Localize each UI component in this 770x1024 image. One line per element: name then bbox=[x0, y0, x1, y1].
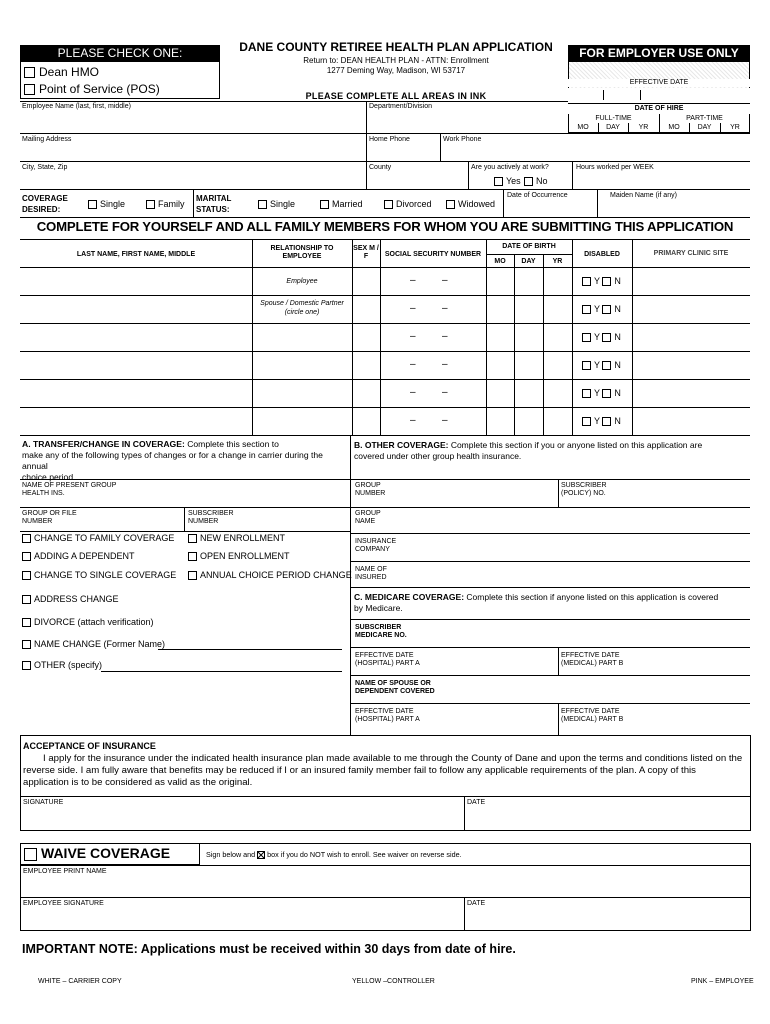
opt-divorce[interactable] bbox=[22, 617, 154, 627]
yes-label: Y bbox=[594, 304, 600, 314]
acceptance-date-field[interactable] bbox=[466, 808, 750, 830]
member-name-field[interactable] bbox=[20, 407, 252, 435]
checkbox[interactable] bbox=[320, 200, 329, 209]
employer-use-header: FOR EMPLOYER USE ONLY bbox=[568, 45, 750, 61]
family-member-row bbox=[20, 379, 750, 407]
checkbox[interactable] bbox=[22, 571, 31, 580]
please-check-header: PLEASE CHECK ONE: bbox=[20, 45, 220, 61]
waive-signature-label: EMPLOYEE SIGNATURE bbox=[23, 900, 104, 907]
marital-married[interactable] bbox=[320, 199, 363, 209]
col-dob: DATE OF BIRTH bbox=[502, 243, 556, 250]
yes-label: Y bbox=[594, 416, 600, 426]
ssn-dash: – bbox=[410, 415, 416, 426]
waive-signature-field[interactable] bbox=[21, 909, 461, 930]
no-label: N bbox=[614, 416, 621, 426]
acceptance-text: I apply for the insurance under the indicated health insurance plan made available to me through the County of Dane and upon the terms and conditions listed on the reverse side. I am fully aware that benefits may be reduced if I or an insured family member fail to follow any applicable requirements of the plan. A copy of this application is to be considered as valid as the original. bbox=[23, 753, 743, 788]
member-name-field[interactable] bbox=[20, 351, 252, 379]
ft-mo: MO bbox=[577, 124, 589, 131]
member-name-field[interactable] bbox=[20, 295, 252, 323]
ssn-dash: – bbox=[442, 359, 448, 370]
waive-title: WAIVE COVERAGE bbox=[41, 845, 171, 861]
ssn-dash: – bbox=[442, 415, 448, 426]
disabled-no-checkbox[interactable] bbox=[602, 361, 611, 370]
section-c-intro bbox=[354, 592, 750, 614]
department-label: Department/Division bbox=[369, 103, 433, 110]
section-a-desc1: Complete this section to bbox=[184, 439, 279, 449]
section-c-desc1: Complete this section if anyone listed on this application is covered bbox=[464, 592, 719, 602]
eff-hospital-label-2: EFFECTIVE DATE (HOSPITAL) PART A bbox=[355, 708, 420, 723]
ft-yr: YR bbox=[638, 124, 649, 131]
disabled-yes-checkbox[interactable] bbox=[582, 277, 591, 286]
checkbox[interactable] bbox=[188, 571, 197, 580]
checkbox[interactable] bbox=[494, 177, 503, 186]
clinic-field[interactable] bbox=[632, 407, 750, 435]
checkbox[interactable] bbox=[88, 200, 97, 209]
section-c-title: C. MEDICARE COVERAGE: bbox=[354, 592, 465, 602]
widowed-label: Widowed bbox=[458, 199, 496, 209]
full-time-label: FULL-TIME bbox=[595, 115, 632, 122]
member-name-field[interactable] bbox=[20, 379, 252, 407]
ssn-dash: – bbox=[410, 275, 416, 286]
waive-coverage[interactable] bbox=[24, 845, 170, 861]
clinic-field[interactable] bbox=[632, 379, 750, 407]
checked-box-icon bbox=[257, 851, 265, 859]
section-b-intro bbox=[354, 440, 750, 462]
member-name-field[interactable] bbox=[20, 323, 252, 351]
subscriber-number-label: SUBSCRIBER NUMBER bbox=[188, 510, 234, 525]
present-group-label: NAME OF PRESENT GROUP HEALTH INS. bbox=[22, 482, 117, 497]
form-title: DANE COUNTY RETIREE HEALTH PLAN APPLICATION bbox=[239, 40, 553, 54]
ssn-dash: – bbox=[442, 387, 448, 398]
member-name-field[interactable] bbox=[20, 267, 252, 295]
single-label: Single bbox=[270, 199, 296, 209]
col-ssn: SOCIAL SECURITY NUMBER bbox=[384, 251, 482, 258]
family-member-row bbox=[20, 407, 750, 435]
checkbox[interactable] bbox=[22, 595, 31, 604]
home-phone-label: Home Phone bbox=[369, 136, 410, 143]
disabled-yn bbox=[582, 416, 621, 426]
yes-label: Y bbox=[594, 388, 600, 398]
maiden-name-label: Maiden Name (if any) bbox=[610, 192, 677, 199]
member-relationship: Employee bbox=[286, 278, 318, 285]
pt-day: DAY bbox=[697, 124, 712, 131]
important-note: IMPORTANT NOTE: Applications must be received within 30 days from date of hire. bbox=[22, 942, 516, 956]
coverage-desired-label: COVERAGE DESIRED: bbox=[22, 194, 68, 214]
marital-status-label: MARITAL STATUS: bbox=[196, 194, 232, 214]
ssn-dash: – bbox=[410, 331, 416, 342]
col-dob-mo: MO bbox=[494, 258, 506, 265]
label: OTHER (specify) bbox=[34, 660, 103, 670]
effective-date-field[interactable] bbox=[568, 88, 750, 103]
pt-mo: MO bbox=[668, 124, 680, 131]
col-clinic: PRIMARY CLINIC SITE bbox=[653, 250, 729, 257]
insurance-company-label: INSURANCE COMPANY bbox=[355, 538, 397, 553]
disabled-yn bbox=[582, 304, 621, 314]
checkbox[interactable] bbox=[24, 84, 35, 95]
section-a-desc3: choice period. bbox=[22, 472, 76, 482]
checkbox[interactable] bbox=[384, 200, 393, 209]
disabled-no-checkbox[interactable] bbox=[602, 333, 611, 342]
yes-label: Y bbox=[594, 276, 600, 286]
opt-address-change[interactable] bbox=[22, 594, 119, 604]
disabled-no-checkbox[interactable] bbox=[602, 417, 611, 426]
yes-label: Y bbox=[594, 360, 600, 370]
checkbox[interactable] bbox=[188, 552, 197, 561]
family-member-row bbox=[20, 295, 750, 323]
pt-yr: YR bbox=[730, 124, 740, 131]
actively-yes[interactable] bbox=[494, 176, 521, 186]
waive-instruction bbox=[206, 850, 462, 859]
ft-day: DAY bbox=[606, 124, 620, 131]
label: ANNUAL CHOICE PERIOD CHANGE bbox=[200, 570, 352, 580]
county-label: County bbox=[369, 164, 392, 171]
waive-instruction-b: box if you do NOT wish to enroll. See waiver on reverse side. bbox=[267, 850, 462, 859]
disabled-no-checkbox[interactable] bbox=[602, 305, 611, 314]
coverage-family[interactable] bbox=[146, 199, 185, 209]
no-label: N bbox=[614, 276, 621, 286]
no-label: N bbox=[614, 332, 621, 342]
coverage-single[interactable] bbox=[88, 199, 125, 209]
yes-label: Y bbox=[594, 332, 600, 342]
checkbox[interactable] bbox=[446, 200, 455, 209]
checkbox[interactable] bbox=[22, 661, 31, 670]
col-dob-yr: YR bbox=[552, 258, 563, 265]
single-label: Single bbox=[100, 199, 126, 209]
opt-open-enrollment[interactable] bbox=[188, 551, 290, 561]
eff-medical-label-2: EFFECTIVE DATE (MEDICAL) PART B bbox=[561, 708, 624, 723]
ssn-dash: – bbox=[410, 359, 416, 370]
ssn-dash: – bbox=[442, 275, 448, 286]
copy-pink: PINK – EMPLOYEE bbox=[691, 978, 754, 985]
disabled-yn bbox=[582, 332, 621, 342]
label: ADDRESS CHANGE bbox=[34, 594, 119, 604]
eff-medical-label-1: EFFECTIVE DATE (MEDICAL) PART B bbox=[561, 652, 624, 667]
section-a-desc2: make any of the following types of changes or for a change in carrier during the annual bbox=[22, 450, 323, 471]
plan-pos-label: Point of Service (POS) bbox=[39, 82, 160, 96]
waive-date-label: DATE bbox=[467, 900, 486, 907]
label: OPEN ENROLLMENT bbox=[200, 551, 290, 561]
checkbox[interactable] bbox=[22, 640, 31, 649]
col-name: LAST NAME, FIRST NAME, MIDDLE bbox=[76, 251, 196, 258]
checkbox[interactable] bbox=[22, 552, 31, 561]
plan-option-pos[interactable] bbox=[24, 82, 160, 96]
family-member-row bbox=[20, 267, 750, 295]
disabled-yes-checkbox[interactable] bbox=[582, 305, 591, 314]
opt-name-change[interactable] bbox=[22, 639, 165, 649]
section-b-desc2: covered under other group health insurance. bbox=[354, 451, 522, 461]
disabled-no-checkbox[interactable] bbox=[602, 389, 611, 398]
clinic-field[interactable] bbox=[632, 295, 750, 323]
mailing-address-label: Mailing Address bbox=[22, 136, 72, 143]
copy-white: WHITE – CARRIER COPY bbox=[38, 978, 122, 985]
print-name-field[interactable] bbox=[21, 877, 749, 895]
checkbox[interactable] bbox=[524, 177, 533, 186]
opt-change-family[interactable] bbox=[22, 533, 174, 543]
part-time-label: PART-TIME bbox=[686, 115, 723, 122]
acceptance-date-label: DATE bbox=[467, 799, 486, 806]
group-name-label: GROUP NAME bbox=[355, 510, 381, 525]
effective-date-label: EFFECTIVE DATE bbox=[568, 79, 750, 87]
city-label: City, State, Zip bbox=[22, 164, 68, 171]
name-insured-label: NAME OF INSURED bbox=[355, 566, 387, 581]
plan-hmo-label: Dean HMO bbox=[39, 65, 100, 79]
col-dob-day: DAY bbox=[521, 258, 536, 265]
disabled-yn bbox=[582, 388, 621, 398]
section-c-desc2: by Medicare. bbox=[354, 603, 403, 613]
checkbox[interactable] bbox=[258, 200, 267, 209]
opt-new-enrollment[interactable] bbox=[188, 533, 285, 543]
ssn-dash: – bbox=[410, 303, 416, 314]
no-label: No bbox=[536, 176, 548, 186]
waive-date-field[interactable] bbox=[466, 909, 750, 930]
marital-divorced[interactable] bbox=[384, 199, 432, 209]
group-file-label: GROUP OR FILE NUMBER bbox=[22, 510, 77, 525]
label: CHANGE TO SINGLE COVERAGE bbox=[34, 570, 177, 580]
disabled-yes-checkbox[interactable] bbox=[582, 389, 591, 398]
checkbox[interactable] bbox=[24, 67, 35, 78]
no-label: N bbox=[614, 304, 621, 314]
clinic-field[interactable] bbox=[632, 267, 750, 295]
other-specify-line[interactable] bbox=[101, 671, 342, 672]
label: NAME CHANGE (Former Name) bbox=[34, 639, 166, 649]
waive-instruction-a: Sign below and bbox=[206, 850, 256, 859]
waive-checkbox[interactable] bbox=[24, 848, 37, 861]
acceptance-signature-label: SIGNATURE bbox=[23, 799, 64, 806]
opt-change-single[interactable] bbox=[22, 570, 176, 580]
disabled-yes-checkbox[interactable] bbox=[582, 333, 591, 342]
label: DIVORCE (attach verification) bbox=[34, 617, 154, 627]
disabled-no-checkbox[interactable] bbox=[602, 277, 611, 286]
subscriber-policy-label: SUBSCRIBER (POLICY) NO. bbox=[561, 482, 607, 497]
work-phone-label: Work Phone bbox=[443, 136, 482, 143]
member-relationship: Spouse / Domestic Partner (circle one) bbox=[260, 300, 344, 316]
marital-single[interactable] bbox=[258, 199, 295, 209]
copy-yellow: YELLOW –CONTROLLER bbox=[352, 978, 435, 985]
eff-hospital-label-1: EFFECTIVE DATE (HOSPITAL) PART A bbox=[355, 652, 420, 667]
group-number-label: GROUP NUMBER bbox=[355, 482, 386, 497]
section-a-title: A. TRANSFER/CHANGE IN COVERAGE: bbox=[22, 439, 185, 449]
label: NEW ENROLLMENT bbox=[200, 533, 286, 543]
family-heading: COMPLETE FOR YOURSELF AND ALL FAMILY MEMBERS FOR WHOM YOU ARE SUBMITTING THIS APPLICATION bbox=[36, 219, 734, 234]
employee-name-label: Employee Name (last, first, middle) bbox=[22, 103, 131, 110]
disabled-yn bbox=[582, 276, 621, 286]
return-to: Return to: DEAN HEALTH PLAN - ATTN: Enrollment bbox=[303, 56, 489, 65]
disabled-yn bbox=[582, 360, 621, 370]
clinic-field[interactable] bbox=[632, 323, 750, 351]
col-sex: SEX M / F bbox=[353, 245, 379, 260]
family-label: Family bbox=[158, 199, 185, 209]
family-member-row bbox=[20, 323, 750, 351]
section-a-intro bbox=[22, 439, 348, 483]
yes-label: Yes bbox=[506, 176, 521, 186]
disabled-yes-checkbox[interactable] bbox=[582, 417, 591, 426]
checkbox[interactable] bbox=[146, 200, 155, 209]
ssn-dash: – bbox=[410, 387, 416, 398]
label: ADDING A DEPENDENT bbox=[34, 551, 135, 561]
opt-adding-dependent[interactable] bbox=[22, 551, 135, 561]
disabled-yes-checkbox[interactable] bbox=[582, 361, 591, 370]
date-of-hire-label: DATE OF HIRE bbox=[568, 104, 750, 114]
subscriber-medicare-label: SUBSCRIBER MEDICARE NO. bbox=[355, 624, 407, 639]
married-label: Married bbox=[332, 199, 363, 209]
no-label: N bbox=[614, 360, 621, 370]
ssn-dash: – bbox=[442, 303, 448, 314]
complete-ink-note: PLEASE COMPLETE ALL AREAS IN INK bbox=[305, 91, 487, 101]
checkbox[interactable] bbox=[188, 534, 197, 543]
family-member-row bbox=[20, 351, 750, 379]
opt-annual-choice[interactable] bbox=[188, 570, 352, 580]
acceptance-signature-field[interactable] bbox=[21, 808, 461, 830]
checkbox[interactable] bbox=[22, 618, 31, 627]
opt-other[interactable] bbox=[22, 660, 102, 670]
checkbox[interactable] bbox=[22, 534, 31, 543]
actively-no[interactable] bbox=[524, 176, 548, 186]
actively-at-work-label: Are you actively at work? bbox=[471, 164, 549, 171]
col-relationship: RELATIONSHIP TO EMPLOYEE bbox=[270, 245, 334, 260]
print-name-label: EMPLOYEE PRINT NAME bbox=[23, 868, 107, 875]
spouse-dependent-label: NAME OF SPOUSE OR DEPENDENT COVERED bbox=[355, 680, 435, 695]
plan-option-hmo[interactable] bbox=[24, 65, 99, 79]
divorced-label: Divorced bbox=[396, 199, 432, 209]
clinic-field[interactable] bbox=[632, 351, 750, 379]
acceptance-title: ACCEPTANCE OF INSURANCE bbox=[23, 741, 156, 751]
section-b-title: B. OTHER COVERAGE: bbox=[354, 440, 449, 450]
hours-week-label: Hours worked per WEEK bbox=[576, 164, 654, 171]
former-name-line[interactable] bbox=[158, 649, 342, 650]
return-address: 1277 Deming Way, Madison, WI 53717 bbox=[326, 66, 466, 75]
col-disabled: DISABLED bbox=[584, 251, 620, 258]
section-b-desc1: Complete this section if you or anyone listed on this application are bbox=[448, 440, 703, 450]
label: CHANGE TO FAMILY COVERAGE bbox=[34, 533, 175, 543]
no-label: N bbox=[614, 388, 621, 398]
marital-widowed[interactable] bbox=[446, 199, 495, 209]
ssn-dash: – bbox=[442, 331, 448, 342]
date-occurrence-label: Date of Occurrence bbox=[507, 192, 568, 199]
